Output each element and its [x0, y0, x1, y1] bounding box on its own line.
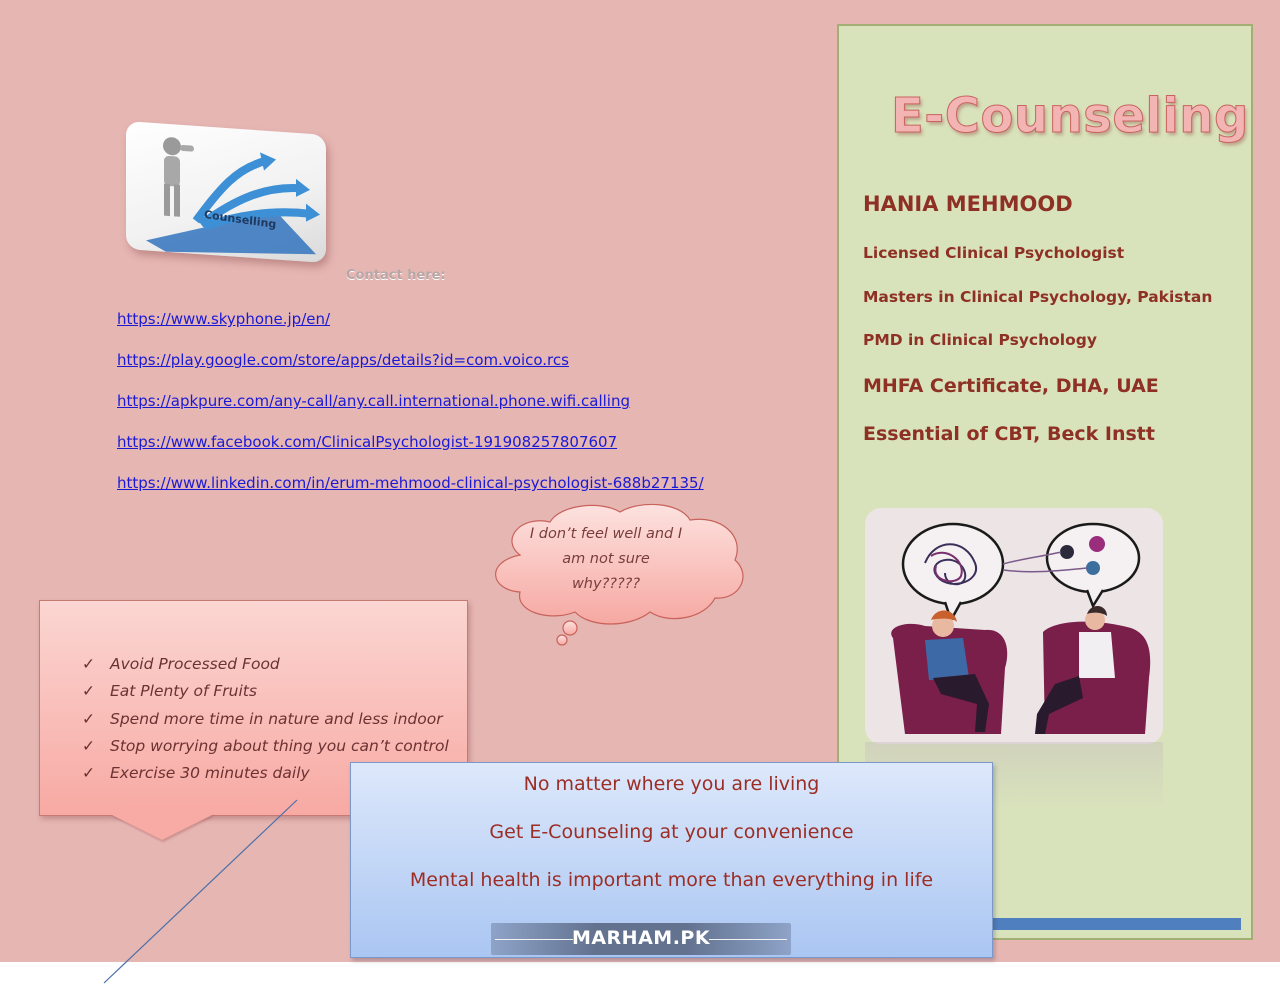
logo-label: Counselling: [203, 207, 277, 231]
credential-item: Essential of CBT, Beck Instt: [863, 423, 1155, 445]
direction-arrows-icon: [126, 121, 326, 263]
credential-item: Licensed Clinical Psychologist: [863, 244, 1125, 262]
page-title: E-Counseling: [891, 88, 1249, 144]
list-item: [82, 651, 449, 678]
message-line: No matter where you are living: [523, 773, 820, 795]
tip-text: Exercise 30 minutes daily: [110, 764, 310, 783]
credential-item: Masters in Clinical Psychology, Pakistan: [863, 288, 1213, 306]
link-linkedin[interactable]: https://www.linkedin.com/in/erum-mehmood-clinical-psychologist-688b27135/: [117, 474, 704, 492]
link-apkpure[interactable]: https://apkpure.com/any-call/any.call.international.phone.wifi.calling: [117, 392, 630, 410]
check-icon: ✓: [82, 764, 95, 783]
thought-line: I don’t feel well and I: [529, 526, 683, 542]
check-icon: ✓: [82, 709, 95, 728]
counselor-name: HANIA MEHMOOD: [863, 192, 1073, 216]
thought-text: [516, 522, 696, 597]
tip-text: Stop worrying about thing you can’t control: [110, 736, 449, 755]
message-line: Get E-Counseling at your convenience: [489, 821, 854, 843]
marham-banner: [491, 923, 791, 955]
link-google-play[interactable]: https://play.google.com/store/apps/details?id=com.voico.rcs: [117, 351, 569, 369]
tip-text: Avoid Processed Food: [110, 655, 280, 673]
credential-item: MHFA Certificate, DHA, UAE: [863, 375, 1159, 397]
list-item: [82, 706, 449, 733]
callout-arrow: [110, 814, 214, 840]
credential-item: PMD in Clinical Psychology: [863, 331, 1097, 349]
check-icon: ✓: [82, 655, 95, 673]
tip-text: Eat Plenty of Fruits: [110, 682, 257, 701]
check-icon: ✓: [82, 682, 95, 701]
therapy-session-illustration: [865, 508, 1163, 744]
check-icon: ✓: [82, 736, 95, 755]
therapy-illustration-icon: [865, 508, 1163, 744]
message-box: [350, 762, 993, 958]
list-item: [82, 678, 449, 705]
thought-line: am not sure: [562, 551, 650, 567]
brand-label: MARHAM.PK: [571, 927, 711, 949]
accent-bar: [992, 918, 1241, 930]
thought-line: why?????: [571, 576, 641, 592]
link-skyphone[interactable]: https://www.skyphone.jp/en/: [117, 310, 331, 328]
message-line: Mental health is important more than everything in life: [409, 869, 934, 891]
link-facebook[interactable]: https://www.facebook.com/ClinicalPsychologist-191908257807607: [117, 433, 618, 451]
tip-text: Spend more time in nature and less indoor: [110, 709, 443, 728]
contact-heading: Contact here:: [346, 268, 446, 283]
contact-links: [117, 309, 704, 514]
list-item: [82, 733, 449, 760]
counselling-logo: [126, 121, 326, 263]
